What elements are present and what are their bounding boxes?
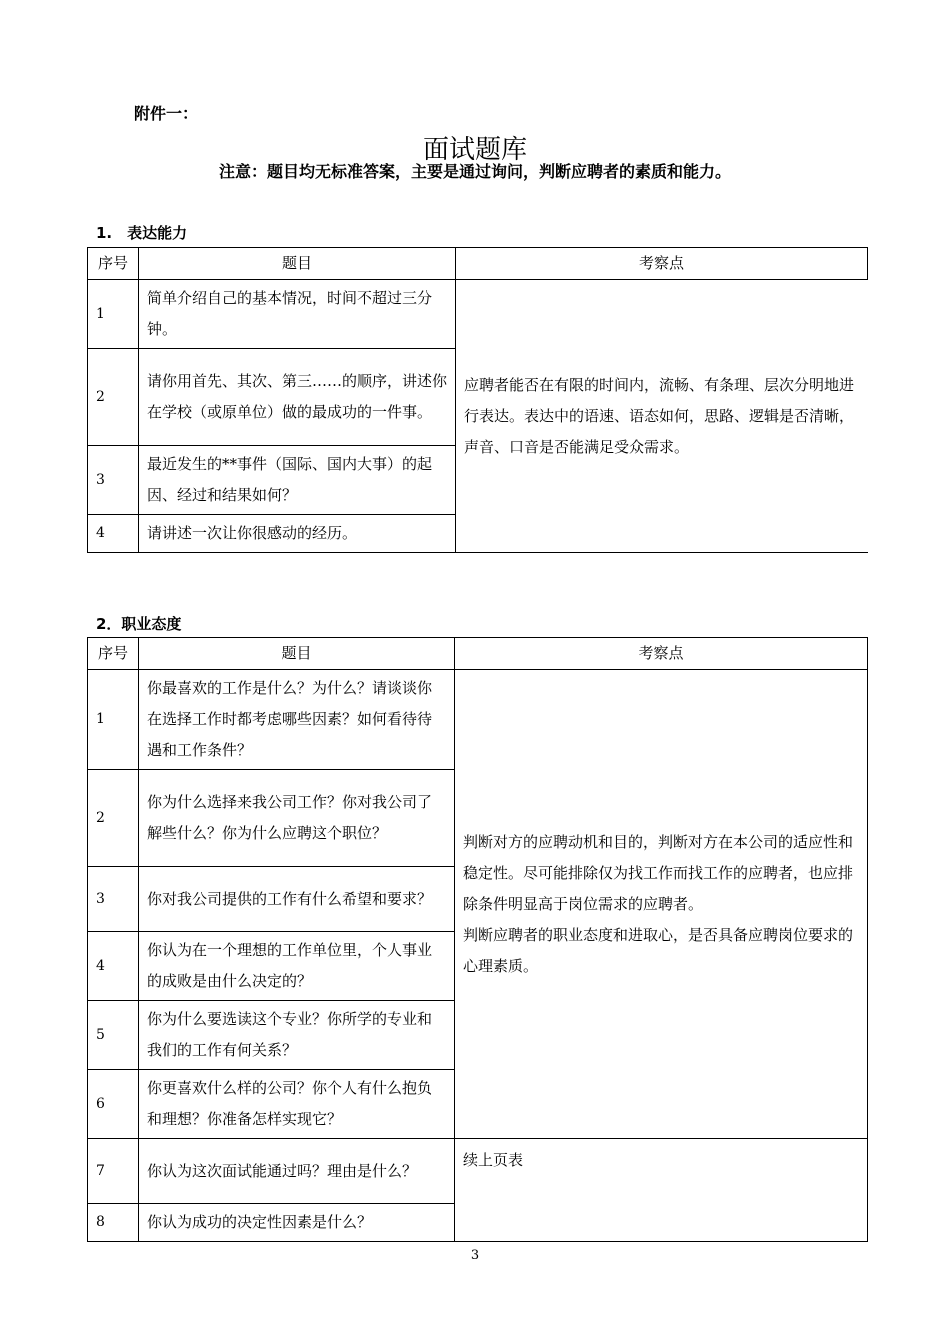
header-question: 题目 [139,248,456,280]
row-no: 8 [88,1204,139,1242]
table-header-row [88,638,868,670]
row-question: 你认为在一个理想的工作单位里，个人事业的成败是由什么决定的？ [139,932,455,1001]
row-no: 4 [88,932,139,1001]
table-row [88,670,868,770]
section1-heading: 1. 表达能力 [96,224,188,242]
header-point: 考察点 [455,638,868,670]
row-no: 1 [88,670,139,770]
row-no: 6 [88,1070,139,1139]
header-no: 序号 [88,248,139,280]
row-question: 你对我公司提供的工作有什么希望和要求？ [139,867,455,932]
table-attitude [87,637,868,1242]
attachment-label: 附件一： [134,104,199,123]
row-question: 你认为成功的决定性因素是什么？ [139,1204,455,1242]
row-no: 2 [88,349,139,446]
header-point: 考察点 [456,248,868,280]
row-question: 请你用首先、其次、第三……的顺序，讲述你在学校（或原单位）做的最成功的一件事。 [139,349,456,446]
header-no: 序号 [88,638,139,670]
section2-heading: 2．职业态度 [96,615,182,633]
row-question: 你认为这次面试能通过吗？理由是什么？ [139,1139,455,1204]
row-no: 3 [88,867,139,932]
table-row [88,1139,868,1204]
row-question: 你更喜欢什么样的公司？你个人有什么抱负和理想？你准备怎样实现它？ [139,1070,455,1139]
row-question: 请讲述一次让你很感动的经历。 [139,515,456,553]
point-text-1: 判断对方的应聘动机和目的，判断对方在本公司的适应性和稳定性。尽可能排除仅为找工作而找工作的应聘者，也应排除条件明显高于岗位需求的应聘者。 [463,832,854,913]
row-no: 2 [88,770,139,867]
row-no: 1 [88,280,139,349]
row-no: 5 [88,1001,139,1070]
row-question: 最近发生的**事件（国际、国内大事）的起因、经过和结果如何？ [139,446,456,515]
note: 注意：题目均无标准答案，主要是通过询问，判断应聘者的素质和能力。 [218,162,731,181]
table-header-row [88,248,868,280]
row-question: 简单介绍自己的基本情况，时间不超过三分钟。 [139,280,456,349]
row-no: 7 [88,1139,139,1204]
page-number: 3 [470,1248,480,1263]
row-question: 你最喜欢的工作是什么？为什么？请谈谈你在选择工作时都考虑哪些因素？如何看待待遇和工作条件？ [139,670,455,770]
row-no: 3 [88,446,139,515]
point-cell: 应聘者能否在有限的时间内，流畅、有条理、层次分明地进行表达。表达中的语速、语态如何，思路、逻辑是否清晰，声音、口音是否能满足受众需求。 [456,280,868,553]
table-row [88,280,868,349]
page-title: 面试题库 [422,135,527,165]
point-text-2: 判断应聘者的职业态度和进取心，是否具备应聘岗位要求的心理素质。 [463,925,854,975]
row-no: 4 [88,515,139,553]
point-continued-cell: 续上页表 [455,1139,868,1242]
header-question: 题目 [139,638,455,670]
table-expression [87,247,868,553]
row-question: 你为什么选择来我公司工作？你对我公司了解些什么？你为什么应聘这个职位？ [139,770,455,867]
row-question: 你为什么要选读这个专业？你所学的专业和我们的工作有何关系？ [139,1001,455,1070]
point-cell [455,670,868,1139]
